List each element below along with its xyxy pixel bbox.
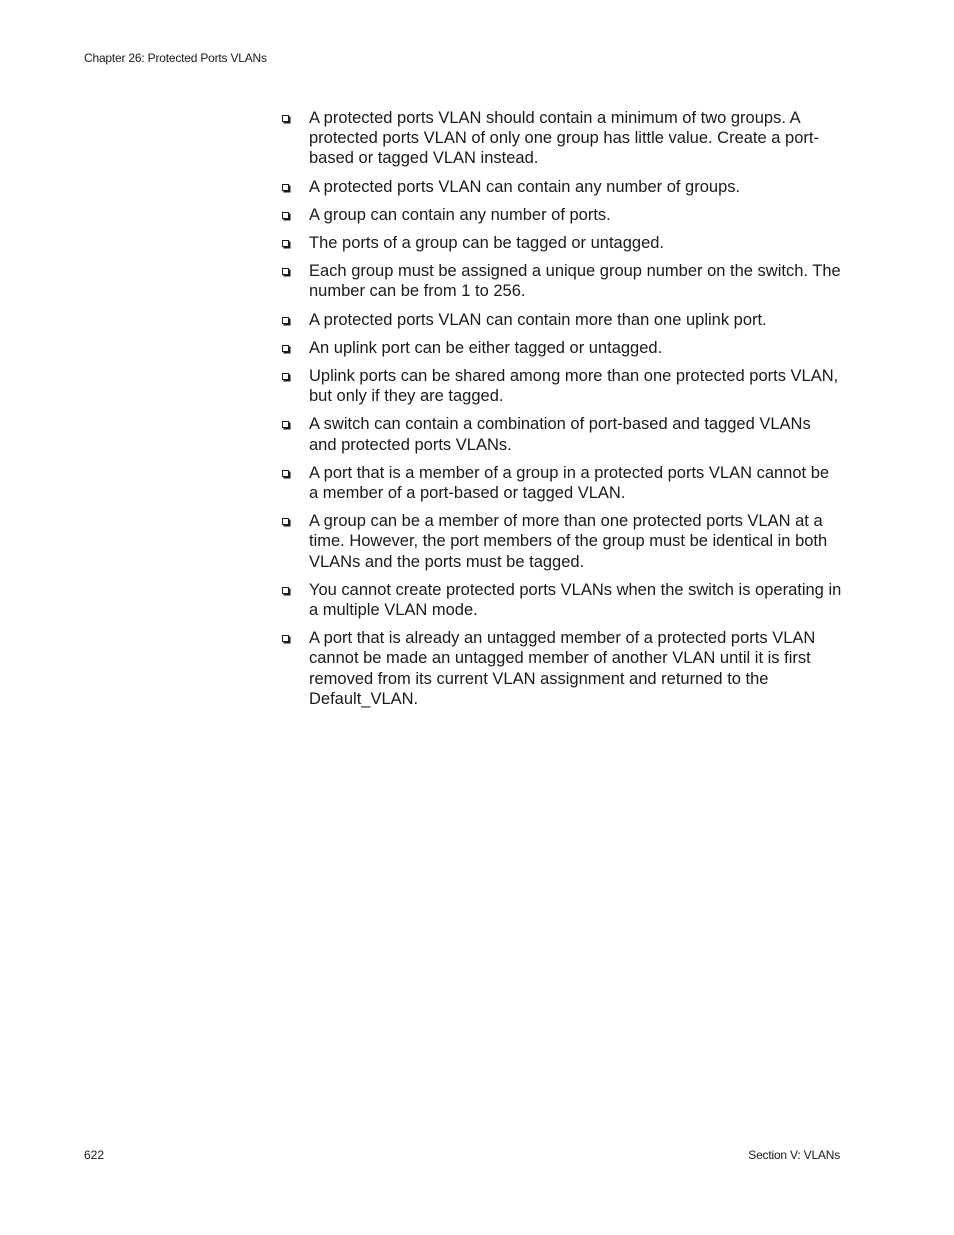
- list-item: [282, 205, 842, 225]
- square-bullet-icon: [282, 518, 289, 525]
- running-header-chapter: Chapter 26: Protected Ports VLANs: [84, 51, 267, 65]
- list-item: [282, 463, 842, 503]
- list-item-text: A port that is a member of a group in a protected ports VLAN cannot be a member of a port-based or tagged VLAN.: [309, 463, 830, 503]
- square-bullet-icon: [282, 240, 289, 247]
- bullet-list: [282, 108, 842, 717]
- list-item-text: An uplink port can be either tagged or untagged.: [309, 338, 663, 357]
- square-bullet-icon: [282, 635, 289, 642]
- list-item: [282, 108, 842, 169]
- square-bullet-icon: [282, 212, 289, 219]
- list-item: [282, 233, 842, 253]
- list-item-text: A protected ports VLAN should contain a minimum of two groups. A protected ports VLAN of only one group has little value. Create a port-based or tagged VLAN instead.: [309, 109, 819, 168]
- list-item-text: A group can be a member of more than one protected ports VLAN at a time. However, the port members of the group must be identical in both VLANs and the ports must be tagged.: [309, 512, 828, 571]
- running-footer-section: Section V: VLANs: [748, 1148, 840, 1162]
- list-item: [282, 511, 842, 572]
- list-item: [282, 580, 842, 620]
- square-bullet-icon: [282, 268, 289, 275]
- square-bullet-icon: [282, 184, 289, 191]
- list-item: [282, 261, 842, 301]
- page-number: 622: [84, 1148, 105, 1162]
- square-bullet-icon: [282, 587, 289, 594]
- list-item-text: A switch can contain a combination of port-based and tagged VLANs and protected ports VLANs.: [309, 415, 811, 454]
- list-item: [282, 310, 842, 330]
- list-item-text: You cannot create protected ports VLANs when the switch is operating in a multiple VLAN mode.: [309, 580, 842, 620]
- list-item-text: A group can contain any number of ports.: [309, 205, 611, 224]
- square-bullet-icon: [282, 421, 289, 428]
- list-item-text: The ports of a group can be tagged or untagged.: [309, 234, 665, 253]
- list-item-text: Each group must be assigned a unique group number on the switch. The number can be from 1 to 256.: [309, 262, 841, 301]
- list-item: [282, 366, 842, 406]
- square-bullet-icon: [282, 317, 289, 324]
- square-bullet-icon: [282, 373, 289, 380]
- list-item-text: A protected ports VLAN can contain any number of groups.: [309, 177, 741, 196]
- square-bullet-icon: [282, 115, 289, 122]
- square-bullet-icon: [282, 470, 289, 477]
- list-item-text: A port that is already an untagged member of a protected ports VLAN cannot be made an untagged member of another VLAN until it is first removed from its current VLAN assignment and returned to the Default_VLAN.: [309, 629, 816, 708]
- list-item: [282, 338, 842, 358]
- list-item-text: A protected ports VLAN can contain more than one uplink port.: [309, 310, 767, 329]
- list-item: [282, 177, 842, 197]
- square-bullet-icon: [282, 345, 289, 352]
- list-item-text: Uplink ports can be shared among more than one protected ports VLAN, but only if they are tagged.: [309, 367, 839, 406]
- list-item: [282, 628, 842, 709]
- list-item: [282, 414, 842, 454]
